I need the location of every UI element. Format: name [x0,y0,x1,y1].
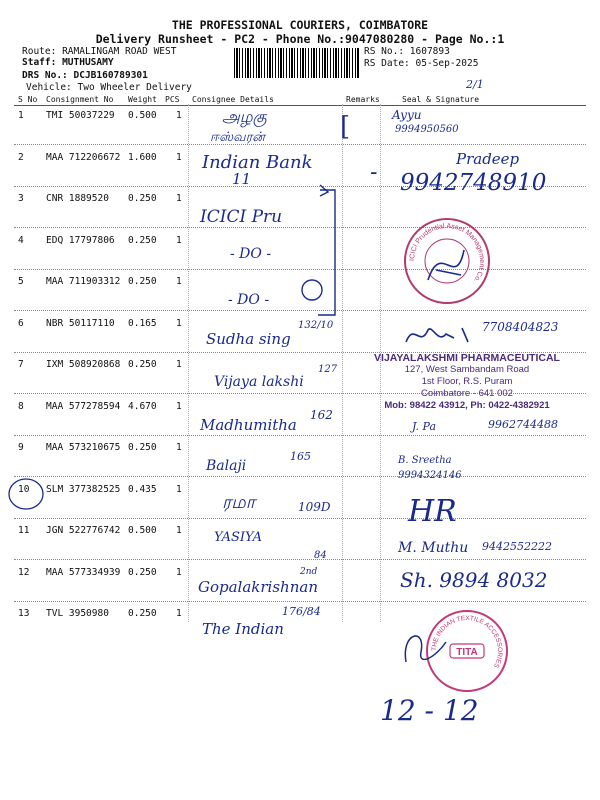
hw-consignee: ரமா [222,492,256,513]
hw-consignee: Madhumitha [200,416,297,434]
row-consignment-no: JGN 522776742 [46,525,121,536]
hw-phone: 9994950560 [395,124,459,135]
row-weight: 0.250 [128,608,157,619]
hw-consignee: ஈஸ்வரன் [210,130,265,145]
row-consignment-no: SLM 377382525 [46,484,121,495]
row-weight: 1.600 [128,152,157,163]
row-weight: 0.435 [128,484,157,495]
row-pcs: 1 [176,318,182,329]
icici-stamp [404,218,490,304]
bracket-mark [290,180,350,330]
hw-signature: HR [408,494,457,529]
svg-text:TITA: TITA [456,647,478,658]
row-divider [14,144,586,145]
row-sno: 7 [18,359,24,370]
col-consignee: Consignee Details [192,95,274,104]
circle-mark [6,476,46,512]
hw-footer-count: 12 - 12 [380,694,479,727]
row-divider [14,518,586,519]
vehicle-line: Vehicle: Two Wheeler Delivery [26,82,192,93]
row-weight: 0.250 [128,442,157,453]
hw-consignee: Balaji [206,458,247,474]
row-sno: 1 [18,110,24,121]
barcode [234,48,360,78]
row-divider [14,435,586,436]
row-weight: 0.250 [128,193,157,204]
hw-signature: Ayyu [392,108,422,122]
row-consignment-no: MAA 577334939 [46,567,121,578]
col-sno: S No [18,95,38,104]
hw-consignee: - DO - [228,292,270,308]
row-pcs: 1 [176,608,182,619]
row-consignment-no: MAA 711903312 [46,276,121,287]
hw-note: 84 [314,550,327,561]
pharmacy-stamp: VIJAYALAKSHMI PHARMACEUTICAL 127, West Sambandam Road 1st Floor, R.S. Puram Coimbatore - 641 002 Mob: 98422 43912, Ph: 0422-4382921 [374,352,560,411]
hw-consignee: Indian Bank [202,152,313,173]
hw-note: 109D [298,500,331,514]
row-sno: 6 [18,318,24,329]
hw-consignee: Gopalakrishnan [198,578,318,596]
hw-signature [396,622,456,672]
row-sno: 3 [18,193,24,204]
hw-consignee: Vijaya lakshi [214,374,304,390]
row-pcs: 1 [176,110,182,121]
col-remarks: Remarks [346,95,380,104]
col-seal-signature: Seal & Signature [402,95,480,104]
col-weight: Weight [128,95,157,104]
row-weight: 0.250 [128,276,157,287]
row-pcs: 1 [176,567,182,578]
hw-signature: B. Sreetha [398,455,452,466]
hw-phone: 9442552222 [482,540,552,553]
row-sno: 5 [18,276,24,287]
svg-text:THE INDIAN TEXTILE ACCESSORIES: THE INDIAN TEXTILE ACCESSORIES [430,614,504,669]
col-pcs: PCS [165,95,180,104]
row-pcs: 1 [176,442,182,453]
row-consignment-no: MAA 577278594 [46,401,121,412]
svg-text:ICICI Prudential Asset Managem: ICICI Prudential Asset Management Co. [408,222,486,284]
hw-consignee: அழகு [222,107,267,126]
hw-consignee: 11 [232,170,252,188]
route-line: Route: RAMALINGAM ROAD WEST [22,46,177,57]
row-pcs: 1 [176,235,182,246]
row-weight: 4.670 [128,401,157,412]
row-sno: 13 [18,608,30,619]
hw-consignee: YASIYA [214,530,262,545]
row-weight: 0.250 [128,235,157,246]
hw-note: 127 [318,364,338,375]
row-weight: 0.500 [128,110,157,121]
col-divider [188,104,189,622]
row-divider [14,476,586,477]
hw-note: 132/10 [298,320,334,331]
row-weight: 0.250 [128,567,157,578]
hw-phone: 9942748910 [400,170,547,196]
row-divider [14,601,586,602]
corner-note: 2/1 [466,78,484,91]
row-consignment-no: CNR 1889520 [46,193,109,204]
row-sno: 9 [18,442,24,453]
hw-note: 2nd [300,567,318,577]
row-sno: 2 [18,152,24,163]
row-divider [14,559,586,560]
drs-line: DRS No.: DCJB160789301 [22,70,148,81]
row-pcs: 1 [176,152,182,163]
hw-consignee: Sudha sing [206,330,291,348]
hw-remark: [ [340,112,351,142]
row-consignment-no: MAA 573210675 [46,442,121,453]
hw-note: 176/84 [282,605,321,618]
runsheet-title: Delivery Runsheet - PC2 - Phone No.:9047080280 - Page No.:1 [95,32,505,46]
hw-signature [402,320,482,350]
hw-signature: Pradeep [456,150,520,168]
col-consignment: Consignment No [46,95,114,104]
rs-date-line: RS Date: 05-Sep-2025 [364,58,479,69]
hw-signature: J. Pa [412,420,437,433]
row-consignment-no: EDQ 17797806 [46,235,115,246]
hw-signature: Sh. 9894 8032 [400,568,548,592]
hw-consignee: ICICI Pru [200,207,283,227]
hw-consignee: - DO - [230,246,272,262]
row-weight: 0.500 [128,525,157,536]
row-consignment-no: TVL 3950980 [46,608,109,619]
row-pcs: 1 [176,359,182,370]
row-consignment-no: NBR 50117110 [46,318,115,329]
rs-no-line: RS No.: 1607893 [364,46,450,57]
row-pcs: 1 [176,401,182,412]
staff-line: Staff: MUTHUSAMY [22,57,114,68]
row-sno: 8 [18,401,24,412]
hw-phone: 9994324146 [398,470,462,481]
row-sno: 10 [18,484,30,495]
header-rule [14,105,586,106]
row-pcs: 1 [176,484,182,495]
row-sno: 12 [18,567,30,578]
row-sno: 11 [18,525,30,536]
row-pcs: 1 [176,276,182,287]
hw-consignee: The Indian [202,620,284,638]
hw-remark: - [370,160,378,185]
row-sno: 4 [18,235,24,246]
company-title: THE PROFESSIONAL COURIERS, COIMBATORE [171,18,429,32]
hw-phone: 9962744488 [488,418,558,431]
row-pcs: 1 [176,525,182,536]
row-pcs: 1 [176,193,182,204]
row-consignment-no: MAA 712206672 [46,152,121,163]
hw-note: 165 [290,450,311,463]
row-consignment-no: IXM 508920868 [46,359,121,370]
hw-phone: 7708404823 [482,320,559,334]
hw-note: 162 [310,408,333,422]
hw-signature: M. Muthu [398,540,469,556]
row-weight: 0.165 [128,318,157,329]
row-weight: 0.250 [128,359,157,370]
row-consignment-no: TMI 50037229 [46,110,115,121]
